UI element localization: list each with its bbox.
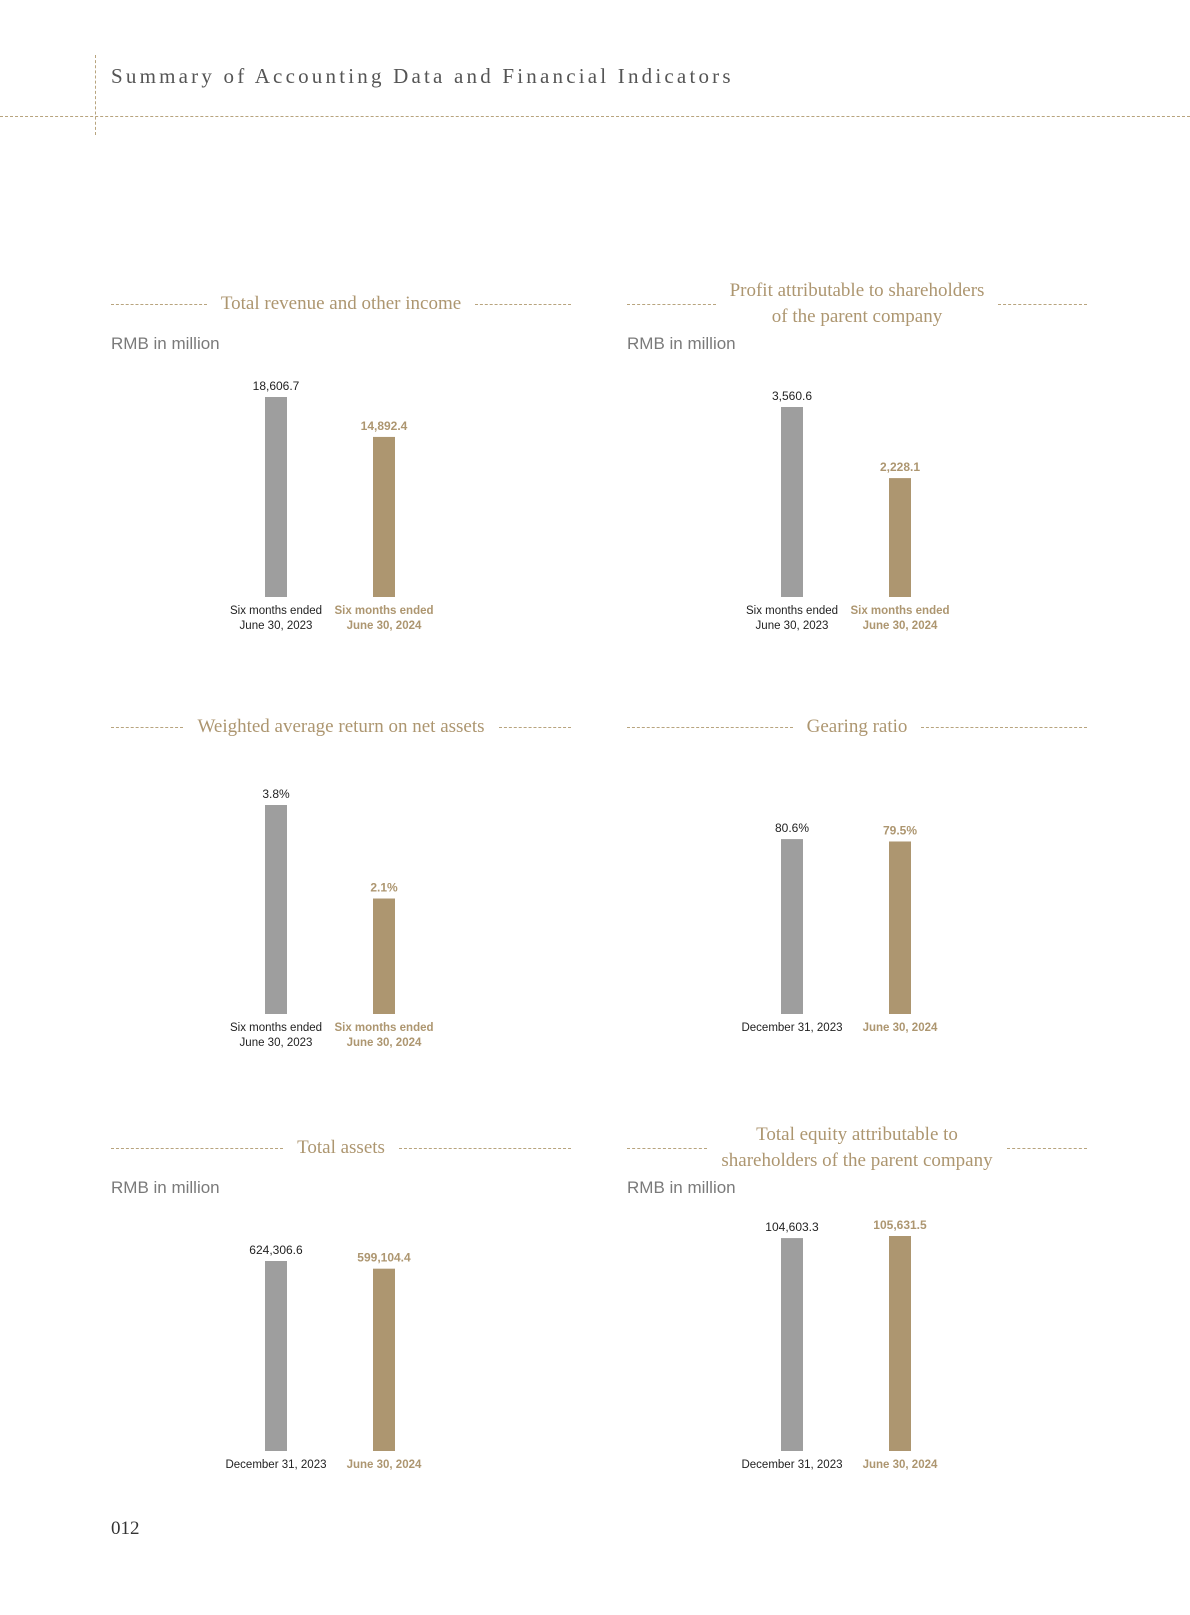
chart-title-line: Total equity attributable to <box>756 1124 958 1145</box>
category-label: Six months ended <box>334 1022 434 1034</box>
value-label: 18,606.7 <box>252 379 300 393</box>
unit-label: RMB in million <box>111 1178 220 1197</box>
chart-panel-total-equity <box>627 1120 1087 1520</box>
value-label: 104,603.3 <box>765 1220 819 1235</box>
chart-title-line: shareholders of the parent company <box>721 1150 993 1171</box>
bar-1 <box>889 1236 911 1451</box>
category-label: June 30, 2023 <box>239 1037 313 1049</box>
value-label: 80.6% <box>774 821 810 836</box>
chart-panel-revenue <box>111 276 571 676</box>
chart-panel-profit <box>627 276 1087 676</box>
bar-1 <box>373 899 395 1015</box>
bar-chart <box>111 276 571 676</box>
unit-label: RMB in million <box>627 334 736 353</box>
bar-0 <box>781 1238 803 1451</box>
bar-chart <box>627 276 1087 676</box>
chart-title-line: of the parent company <box>771 306 943 327</box>
bar-chart <box>627 699 1087 1099</box>
category-label: Six months ended <box>229 1022 323 1034</box>
chart-title-line: Total assets <box>297 1137 385 1158</box>
category-label: June 30, 2023 <box>755 620 829 632</box>
bar-chart <box>111 1120 571 1520</box>
chart-panel-gearing-ratio <box>627 699 1087 1099</box>
category-label: Six months ended <box>850 605 950 617</box>
bar-0 <box>265 1261 287 1451</box>
category-label: June 30, 2024 <box>862 620 938 632</box>
chart-panel-return-on-net-assets <box>111 699 571 1099</box>
category-label: Six months ended <box>745 605 839 617</box>
value-label: 2.1% <box>370 880 398 895</box>
header-horizontal-rule <box>0 116 1190 117</box>
value-label: 105,631.5 <box>873 1218 927 1232</box>
category-label: December 31, 2023 <box>741 1459 843 1471</box>
value-label: 79.5% <box>882 823 918 838</box>
bar-1 <box>889 841 911 1014</box>
category-label: December 31, 2023 <box>225 1459 327 1471</box>
header-vertical-rule <box>95 55 96 135</box>
category-label: June 30, 2024 <box>862 1459 938 1471</box>
bar-chart <box>111 699 571 1099</box>
chart-title-line: Profit attributable to shareholders <box>729 280 985 301</box>
bar-1 <box>373 1269 395 1451</box>
value-label: 14,892.4 <box>360 418 408 433</box>
bar-0 <box>781 839 803 1014</box>
chart-panel-total-assets <box>111 1120 571 1520</box>
chart-title-line: Total revenue and other income <box>220 293 462 314</box>
value-label: 624,306.6 <box>249 1243 303 1257</box>
bar-1 <box>373 437 395 597</box>
value-label: 2,228.1 <box>879 460 921 475</box>
bar-1 <box>889 478 911 597</box>
category-label: Six months ended <box>229 605 323 617</box>
page-title: Summary of Accounting Data and Financial Indicators <box>111 64 734 88</box>
bar-0 <box>265 805 287 1014</box>
value-label: 3.8% <box>262 787 290 801</box>
category-label: June 30, 2024 <box>862 1022 938 1034</box>
category-label: Six months ended <box>334 605 434 617</box>
category-label: June 30, 2024 <box>346 1459 422 1471</box>
page-number: 012 <box>111 1518 140 1539</box>
unit-label: RMB in million <box>627 1178 736 1197</box>
unit-label: RMB in million <box>111 334 220 353</box>
bar-chart <box>627 1120 1087 1520</box>
bar-0 <box>265 397 287 597</box>
value-label: 3,560.6 <box>771 389 813 403</box>
value-label: 599,104.4 <box>357 1250 411 1265</box>
category-label: June 30, 2024 <box>346 1037 422 1049</box>
category-label: June 30, 2023 <box>239 620 313 632</box>
chart-title-line: Gearing ratio <box>806 716 908 737</box>
bar-0 <box>781 407 803 597</box>
category-label: December 31, 2023 <box>741 1022 843 1034</box>
category-label: June 30, 2024 <box>346 620 422 632</box>
chart-title-line: Weighted average return on net assets <box>197 716 485 737</box>
